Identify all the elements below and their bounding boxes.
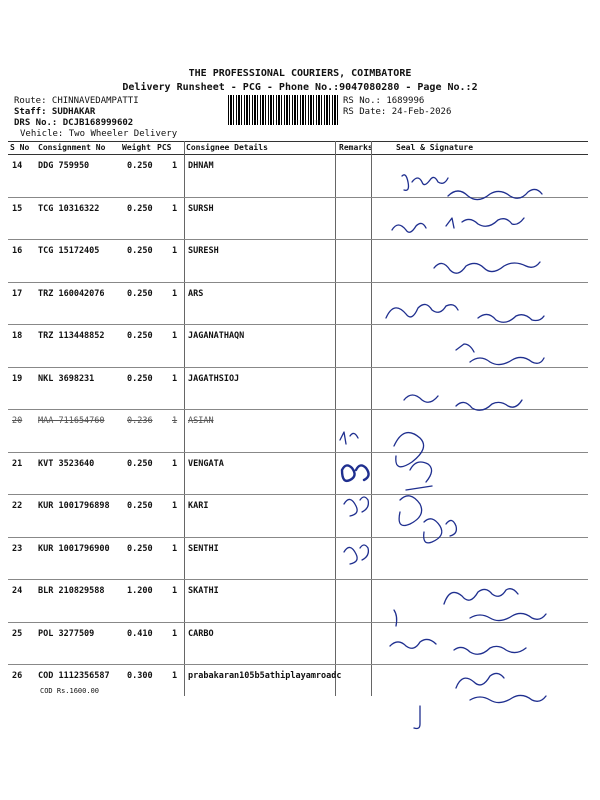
row-pcs: 1 [172, 331, 178, 341]
row-consignee: SURSH [188, 203, 214, 214]
row-consignment-no: TCG 10316322 [38, 203, 100, 214]
row-weight: 0.410 [127, 628, 153, 639]
row-consignee: CARBO [188, 628, 214, 639]
row-consignment-no: NKL 3698231 [38, 373, 95, 384]
row-weight: 1.200 [127, 586, 153, 596]
col-seal-signature: Seal & Signature [396, 143, 474, 152]
row-sno: 24 [12, 586, 23, 596]
row-weight: 0.236 [127, 416, 153, 426]
row-sno: 22 [12, 501, 23, 511]
col-consignment: Consignment No [38, 143, 106, 152]
row-sno: 16 [12, 246, 23, 256]
row-pcs: 1 [172, 458, 178, 469]
col-consignee: Consignee Details [186, 143, 268, 152]
row-weight: 0.250 [127, 246, 153, 256]
row-pcs: 1 [172, 501, 178, 511]
row-consignment-no: MAA 711654760 [38, 416, 105, 426]
staff-label: Staff: SUDHAKAR [14, 107, 96, 117]
row-pcs: 1 [172, 671, 178, 681]
row-consignee: SENTHI [188, 543, 219, 554]
col-weight: Weight [122, 143, 151, 152]
signature-row-19 [456, 344, 544, 365]
signature-row-18 [386, 304, 544, 322]
row-pcs: 1 [172, 373, 178, 384]
row-pcs: 1 [172, 543, 178, 554]
row-sno: 26 [12, 671, 23, 681]
row-consignee: ARS [188, 288, 204, 299]
row-consignee: SURESH [188, 246, 219, 256]
col-remarks: Remarks [339, 143, 373, 152]
row-consignee: KARI [188, 501, 209, 511]
row-sno: 23 [12, 543, 23, 554]
row-weight: 0.250 [127, 288, 153, 299]
row-consignment-no: POL 3277509 [38, 628, 95, 639]
row-weight: 0.250 [127, 373, 153, 384]
row-pcs: 1 [172, 246, 178, 256]
row-sno: 15 [12, 203, 23, 214]
row-consignee: prabakaran105b5athiplayamroadc [188, 671, 342, 681]
signature-row-16 [434, 262, 540, 273]
row-consignment-no: KUR 1001796898 [38, 501, 110, 511]
row-consignee: JAGANATHAQN [188, 331, 245, 341]
row-sno: 19 [12, 373, 23, 384]
col-sno: S No [10, 143, 30, 152]
signature-row-26 [414, 673, 546, 728]
runsheet-subtitle: Delivery Runsheet - PCG - Phone No.:9047080280 - Page No.:2 [122, 82, 478, 93]
row-sno: 18 [12, 331, 23, 341]
row-consignee: DHNAM [188, 161, 214, 171]
drs-label: DRS No.: DCJB168999602 [14, 118, 134, 128]
row-sno: 20 [12, 416, 23, 426]
signature-row-25 [390, 639, 526, 654]
row-weight: 0.250 [127, 161, 153, 171]
row-consignee: SKATHI [188, 586, 219, 596]
row-consignment-no: KUR 1001796900 [38, 543, 110, 554]
row-consignment-no: COD 1112356587 [38, 671, 110, 681]
row-consignment-no: TRZ 113448852 [38, 331, 105, 341]
row-pcs: 1 [172, 288, 178, 299]
row-consignee: JAGATHSIOJ [188, 373, 240, 384]
cod-amount-note: COD Rs.1600.00 [40, 687, 100, 695]
row-sno: 25 [12, 628, 23, 639]
row-consignee: ASIAN [188, 416, 214, 426]
row-consignment-no: TRZ 160042076 [38, 288, 105, 299]
signature-row-24 [444, 589, 546, 621]
col-pcs: PCS [157, 143, 172, 152]
row-weight: 0.250 [127, 458, 153, 469]
row-pcs: 1 [172, 586, 178, 596]
signature-row-22 [344, 497, 368, 516]
signature-row-23 [424, 519, 457, 543]
vehicle-label: Vehicle: Two Wheeler Delivery [20, 129, 178, 139]
signature-row-14 [402, 175, 448, 190]
signature-row-20 [404, 395, 522, 410]
route-label: Route: CHINNAVEDAMPATTI [14, 96, 139, 106]
row-pcs: 1 [172, 628, 178, 639]
row-consignment-no: BLR 210829588 [38, 586, 105, 596]
row-sno: 17 [12, 288, 23, 299]
row-sno: 21 [12, 458, 23, 469]
row-weight: 0.250 [127, 203, 153, 214]
signature-row-15 [392, 218, 524, 232]
rs-number: RS No.: 1689996 [343, 96, 425, 106]
row-consignment-no: KVT 3523640 [38, 458, 95, 469]
row-pcs: 1 [172, 416, 178, 426]
rs-date: RS Date: 24-Feb-2026 [343, 107, 452, 117]
row-sno: 14 [12, 161, 23, 171]
row-consignee: VENGATA [188, 458, 224, 469]
row-weight: 0.300 [127, 671, 153, 681]
row-weight: 0.250 [127, 501, 153, 511]
row-consignment-no: TCG 15172405 [38, 246, 100, 256]
row-pcs: 1 [172, 161, 178, 171]
row-pcs: 1 [172, 203, 178, 214]
row-consignment-no: DDG 759950 [38, 161, 90, 171]
row-weight: 0.250 [127, 331, 153, 341]
company-title: THE PROFESSIONAL COURIERS, COIMBATORE [188, 68, 412, 79]
row-weight: 0.250 [127, 543, 153, 554]
